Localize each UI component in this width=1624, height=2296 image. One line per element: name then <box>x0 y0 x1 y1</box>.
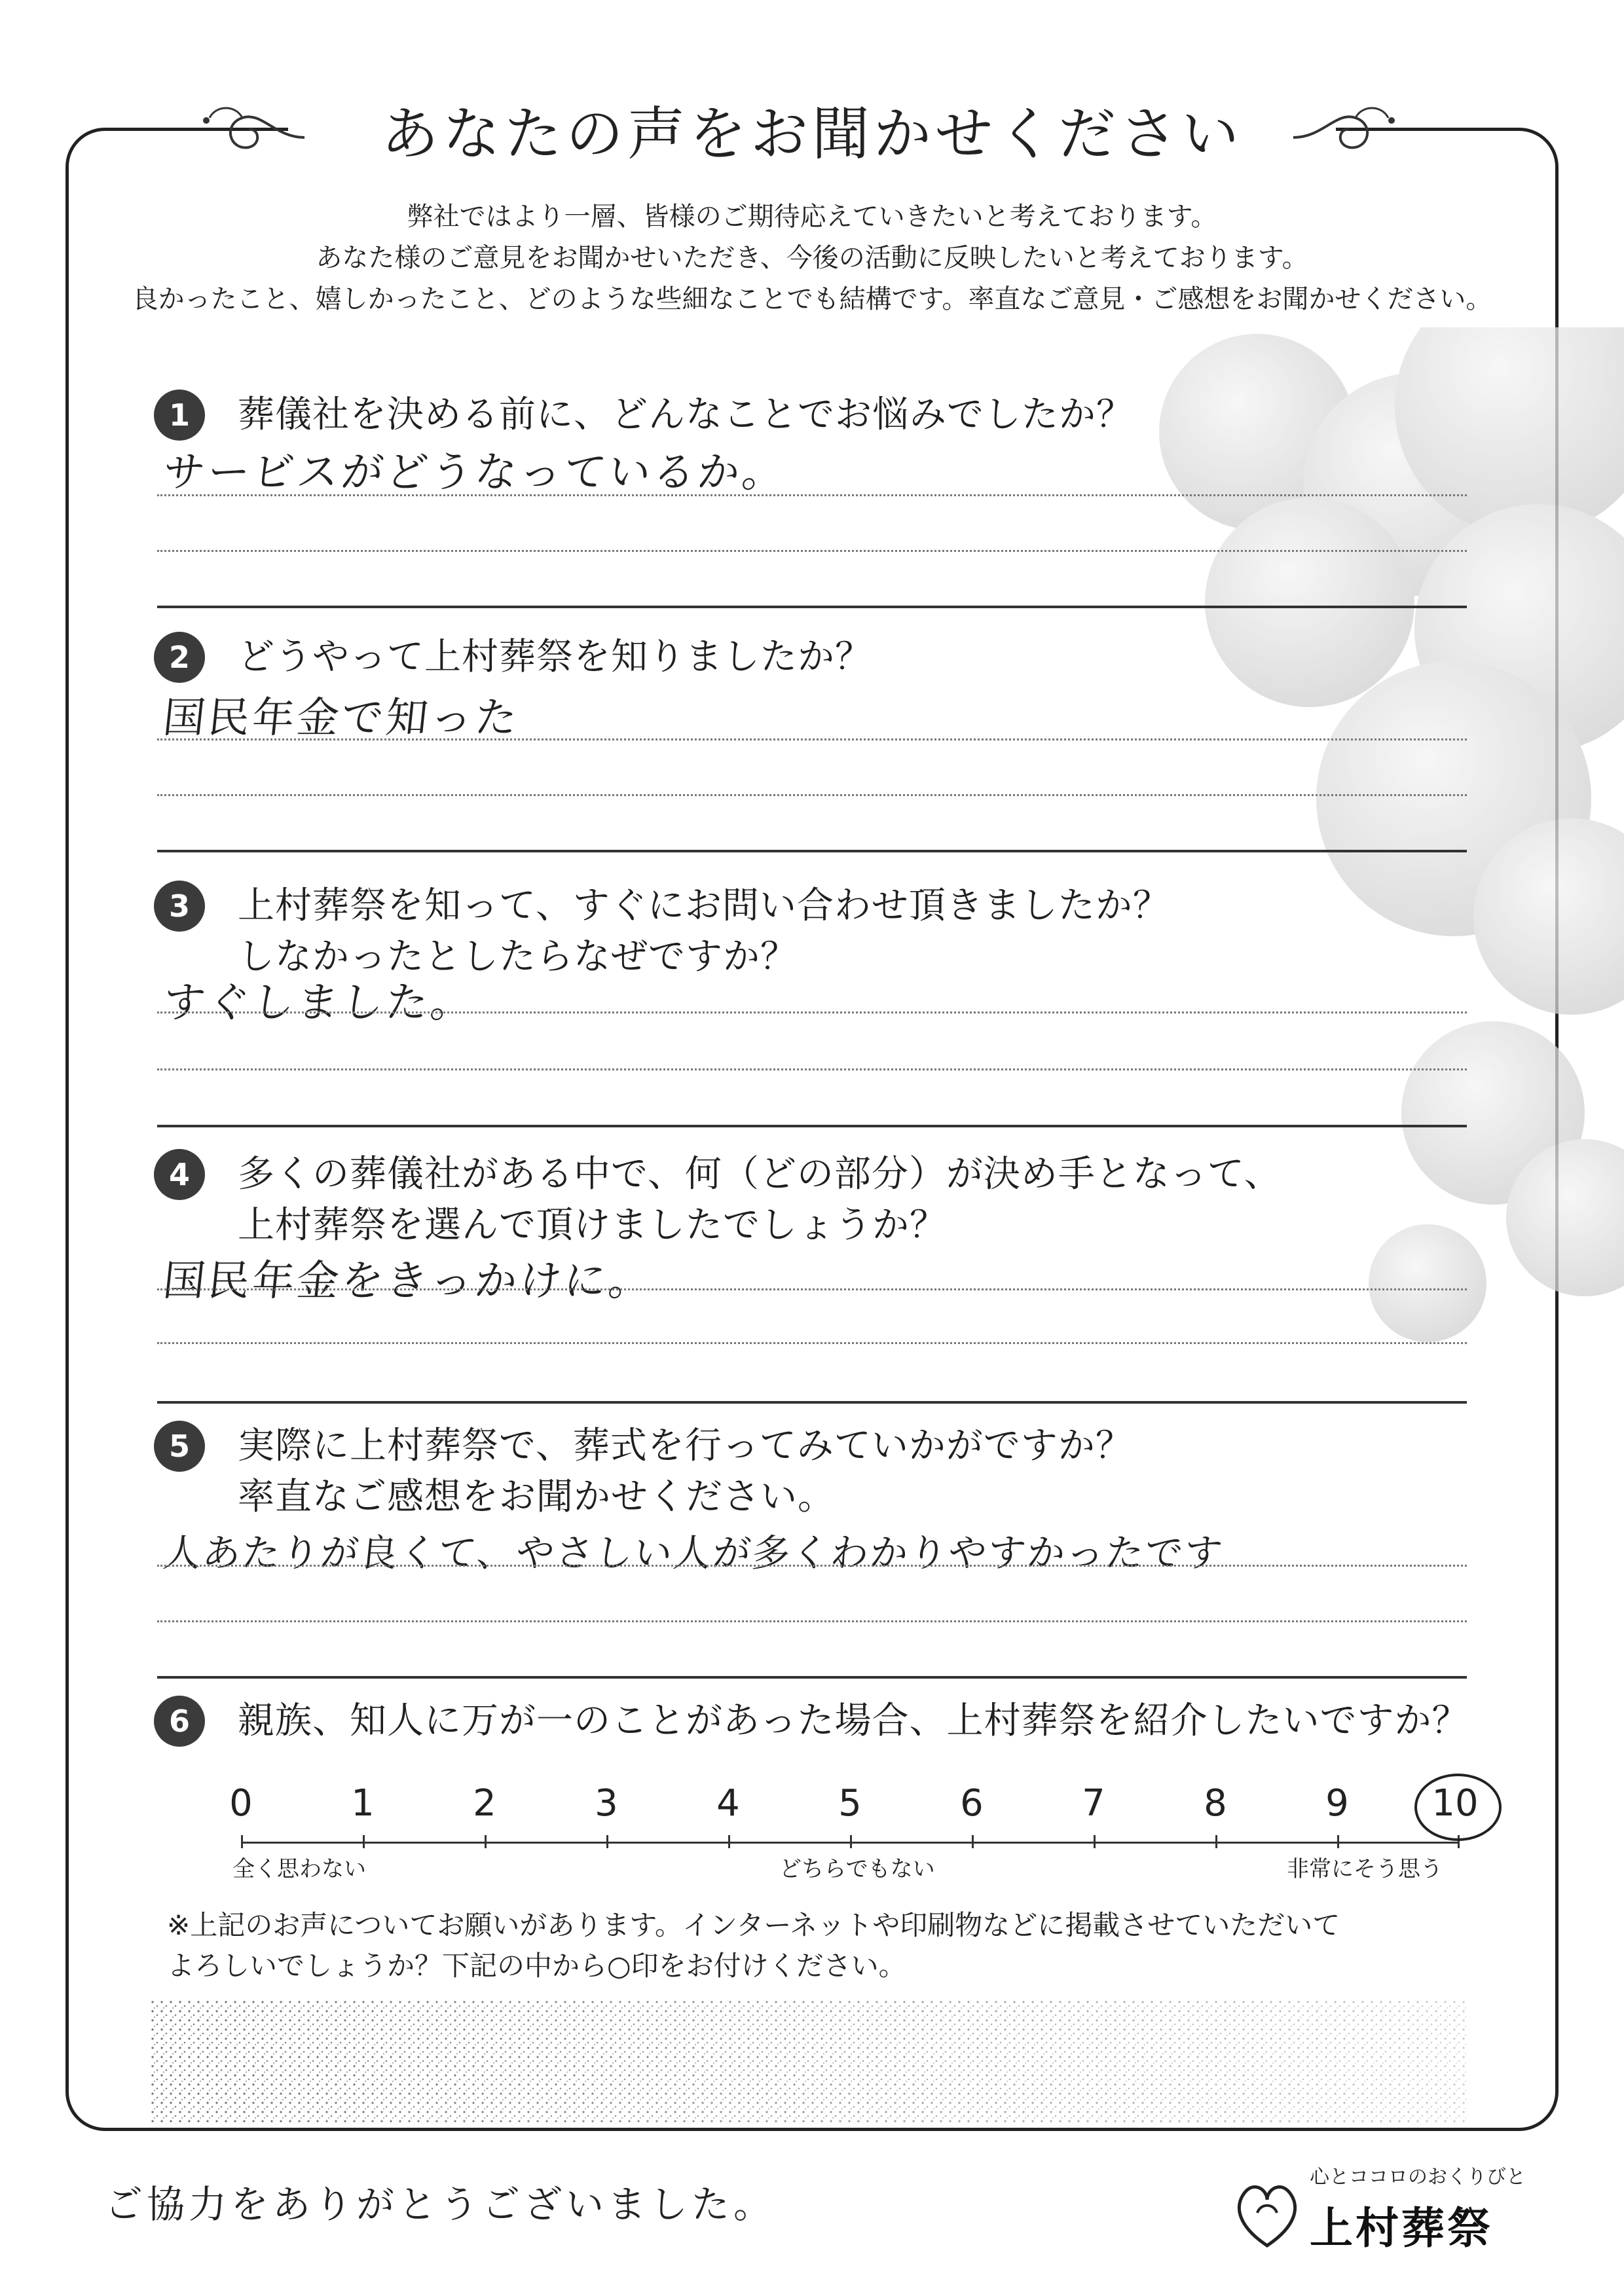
answer-line <box>157 1565 1467 1567</box>
scale-tick <box>1337 1835 1339 1848</box>
answer-1[interactable]: サービスがどうなっているか。 <box>160 448 790 497</box>
scale-value[interactable]: 6 <box>960 1782 984 1825</box>
scale-value[interactable]: 4 <box>716 1782 740 1825</box>
flourish-right-icon <box>1290 98 1401 177</box>
answer-4[interactable]: 国民年金をきっかけに。 <box>160 1257 656 1305</box>
question-text: しなかったとしたらなぜですか？ <box>238 936 798 978</box>
section-divider <box>157 850 1467 852</box>
question-text: 葬儀社を決める前に、どんなことでお悩みでしたか？ <box>238 393 1134 436</box>
notice-line: ※上記のお声についてお願いがあります。インターネットや印刷物などに掲載させていただいて <box>167 1909 1340 1941</box>
scale-tick <box>850 1835 852 1848</box>
logo-tagline: 心とココロのおくりびと <box>1310 2166 1526 2189</box>
question-text: どうやって上村葬祭を知りましたか？ <box>238 636 872 678</box>
publication-notice <box>167 1905 1477 1986</box>
intro-line: あなた様のご意見をお聞かせいただき、今後の活動に反映したいと考えております。 <box>316 243 1308 273</box>
intro-text <box>105 196 1519 320</box>
scale-value[interactable]: 0 <box>229 1782 253 1825</box>
scale-label-high: 非常にそう思う <box>1287 1856 1443 1882</box>
question-number-badge: 1 <box>154 390 205 441</box>
scale-value[interactable]: 2 <box>473 1782 496 1825</box>
question-text: 率直なご感想をお聞かせください。 <box>238 1476 835 1518</box>
question-number-badge: 6 <box>154 1696 205 1747</box>
rating-scale <box>223 1777 1479 1895</box>
selected-rating-circle <box>1414 1774 1502 1841</box>
scale-value[interactable]: 10 <box>1431 1782 1479 1825</box>
section-divider <box>157 606 1467 608</box>
scale-tick <box>241 1835 243 1848</box>
question-number-badge: 5 <box>154 1421 205 1472</box>
section-divider <box>157 1676 1467 1679</box>
logo-name: 上村葬祭 <box>1310 2203 1493 2253</box>
scale-value[interactable]: 1 <box>351 1782 375 1825</box>
answer-3[interactable]: すぐしました。 <box>160 979 478 1027</box>
answer-2[interactable]: 国民年金で知った <box>160 694 523 742</box>
company-logo <box>1231 2160 1559 2259</box>
answer-line <box>157 794 1467 796</box>
heart-logo-icon <box>1231 2174 1303 2252</box>
scale-value[interactable]: 5 <box>838 1782 862 1825</box>
scale-value[interactable]: 8 <box>1204 1782 1227 1825</box>
intro-line: 良かったこと、嬉しかったこと、どのような些細なことでも結構です。率直なご意見・ご感想をお聞かせください。 <box>132 284 1492 314</box>
notice-line: よろしいでしょうか？下記の中から○印をお付けください。 <box>167 1950 906 1982</box>
scale-value[interactable]: 9 <box>1325 1782 1349 1825</box>
question-text: 上村葬祭を知って、すぐにお問い合わせ頂きましたか？ <box>238 884 1170 927</box>
answer-line <box>157 1068 1467 1070</box>
scale-value[interactable]: 3 <box>595 1782 618 1825</box>
answer-line <box>157 1011 1467 1013</box>
scale-tick <box>1215 1835 1217 1848</box>
question-number-badge: 2 <box>154 632 205 683</box>
question-text: 多くの葬儀社がある中で、何（どの部分）が決め手となって、 <box>238 1153 1282 1195</box>
answer-line <box>157 1342 1467 1344</box>
question-number-badge: 4 <box>154 1149 205 1200</box>
question-text: 実際に上村葬祭で、葬式を行ってみていかがですか？ <box>238 1425 1133 1467</box>
scale-value[interactable]: 7 <box>1082 1782 1105 1825</box>
question-number-badge: 3 <box>154 881 205 932</box>
scale-label-mid: どちらでもない <box>779 1856 935 1882</box>
answer-line <box>157 738 1467 740</box>
intro-line: 弊社ではより一層、皆様のご期待応えていきたいと考えております。 <box>407 202 1217 232</box>
scale-tick <box>363 1835 365 1848</box>
question-text: 親族、知人に万が一のことがあった場合、上村葬祭を紹介したいですか？ <box>238 1700 1469 1742</box>
page-title: あなたの声をお聞かせください <box>380 100 1243 168</box>
section-divider <box>157 1401 1467 1404</box>
question-text: 上村葬祭を選んで頂けましたでしょうか？ <box>238 1204 947 1247</box>
scale-tick <box>728 1835 730 1848</box>
scale-tick <box>485 1835 487 1848</box>
answer-5[interactable]: 人あたりが良くて、やさしい人が多くわかりやすかったです <box>160 1531 1226 1575</box>
thanks-message: ご協力をありがとうございました。 <box>105 2182 776 2227</box>
answer-line <box>157 1620 1467 1622</box>
section-divider <box>157 1125 1467 1127</box>
answer-line <box>157 1288 1467 1290</box>
scale-tick <box>1094 1835 1096 1848</box>
redacted-area <box>151 2000 1467 2124</box>
scale-label-low: 全く思わない <box>232 1856 366 1882</box>
answer-line <box>157 550 1467 552</box>
answer-line <box>157 494 1467 496</box>
scale-tick <box>972 1835 974 1848</box>
scale-tick <box>606 1835 608 1848</box>
